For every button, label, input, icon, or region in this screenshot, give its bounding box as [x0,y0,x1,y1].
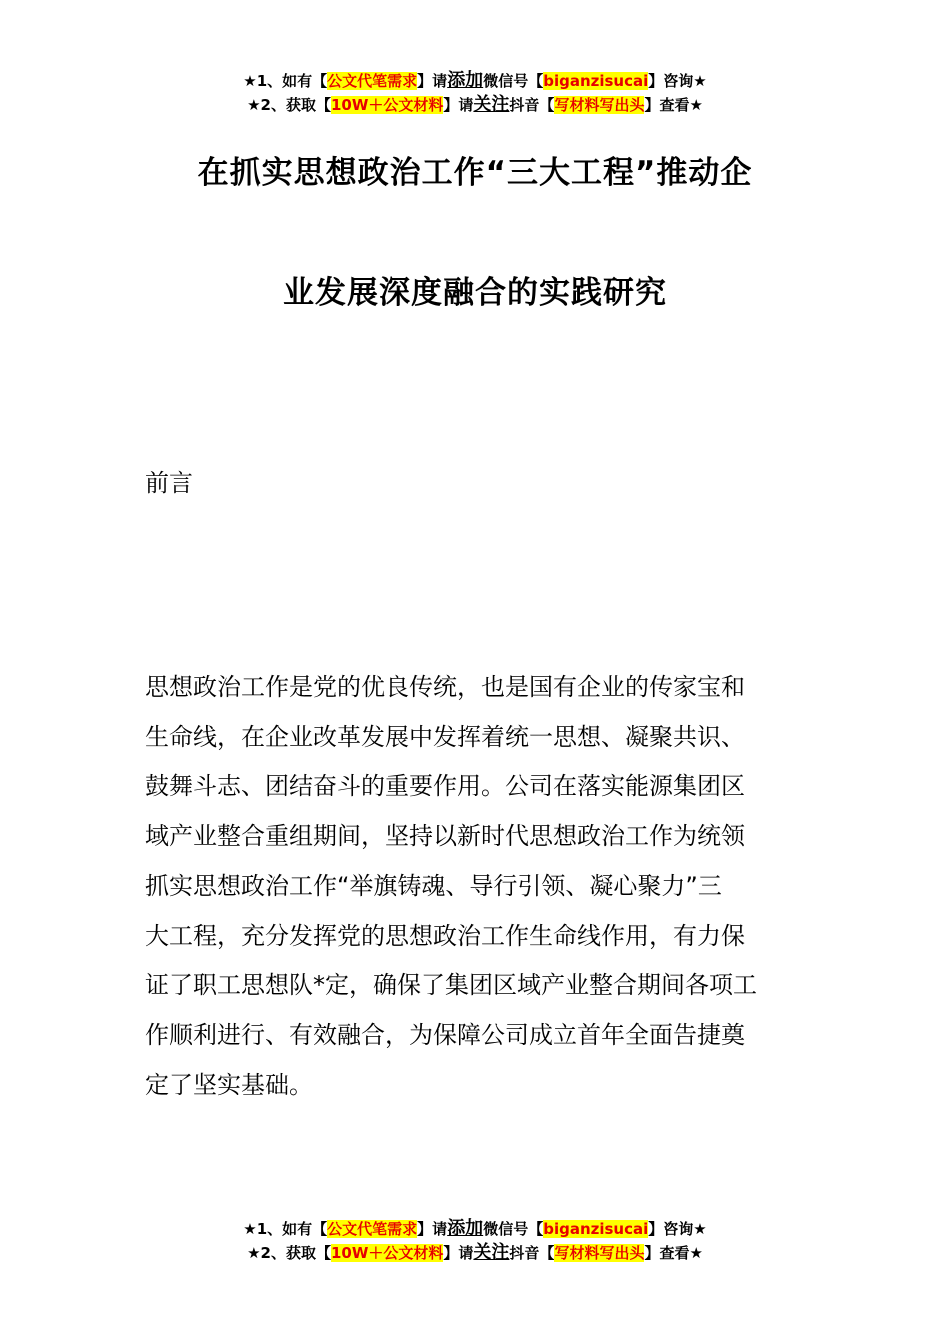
bottom-promo-banner [0,1217,950,1265]
banner-line-1 [0,1217,950,1241]
banner-underline: 关注 [473,94,510,115]
paragraph-line: 作顺利进行、有效融合，为保障公司成立首年全面告捷奠 [145,1020,745,1049]
banner-highlight: 公文代笔需求 [327,72,418,90]
banner-text: 】请 [417,72,448,90]
banner-text: 抖音【 [509,1244,555,1262]
banner-text: ★1、如有【 [243,72,328,90]
paragraph-line: 生命线，在企业改革发展中发挥着统一思想、凝聚共识、 [145,722,745,751]
banner-highlight: biganzisucai [543,72,649,90]
paragraph-line: 大工程，充分发挥党的思想政治工作生命线作用，有力保 [145,921,745,950]
banner-underline: 添加 [447,70,484,91]
paragraph-line: 定了坚实基础。 [145,1070,313,1099]
banner-text: 】请 [443,96,474,114]
top-promo-banner [0,69,950,117]
banner-text: ★1、如有【 [243,1220,328,1238]
banner-text: 微信号【 [483,1220,544,1238]
banner-highlight: 公文代笔需求 [327,1220,418,1238]
banner-text: 】查看★ [644,96,703,114]
section-heading: 前言 [145,469,193,497]
paragraph-line: 思想政治工作是党的优良传统，也是国有企业的传家宝和 [145,673,745,701]
banner-underline: 关注 [473,1242,510,1263]
banner-highlight: biganzisucai [543,1220,649,1238]
banner-text: 微信号【 [483,72,544,90]
body-paragraph [145,663,810,1110]
document-title-line-1: 在抓实思想政治工作“三大工程”推动企 [197,155,753,191]
banner-text: ★2、获取【 [247,96,331,114]
banner-text: 】咨询★ [648,72,707,90]
banner-highlight: 10W＋公文材料 [330,1244,444,1262]
banner-text: 】查看★ [644,1244,703,1262]
banner-text: 】请 [443,1244,474,1262]
paragraph-line: 抓实思想政治工作“举旗铸魂、导行引领、凝心聚力”三 [145,871,722,900]
banner-highlight: 写材料写出头 [554,96,645,114]
banner-highlight: 10W＋公文材料 [330,96,444,114]
banner-underline: 添加 [447,1218,484,1239]
banner-line-1 [0,69,950,93]
banner-text: 抖音【 [509,96,555,114]
paragraph-line: 鼓舞斗志、团结奋斗的重要作用。公司在落实能源集团区 [145,772,745,801]
banner-line-2 [0,93,950,117]
banner-text: 】请 [417,1220,448,1238]
document-title-line-2: 业发展深度融合的实践研究 [283,275,667,311]
paragraph-line: 证了职工思想队*定，确保了集团区域产业整合期间各项工 [145,971,757,1000]
banner-highlight: 写材料写出头 [554,1244,645,1262]
banner-line-2 [0,1241,950,1265]
paragraph-line: 域产业整合重组期间，坚持以新时代思想政治工作为统领 [145,822,745,851]
banner-text: ★2、获取【 [247,1244,331,1262]
banner-text: 】咨询★ [648,1220,707,1238]
